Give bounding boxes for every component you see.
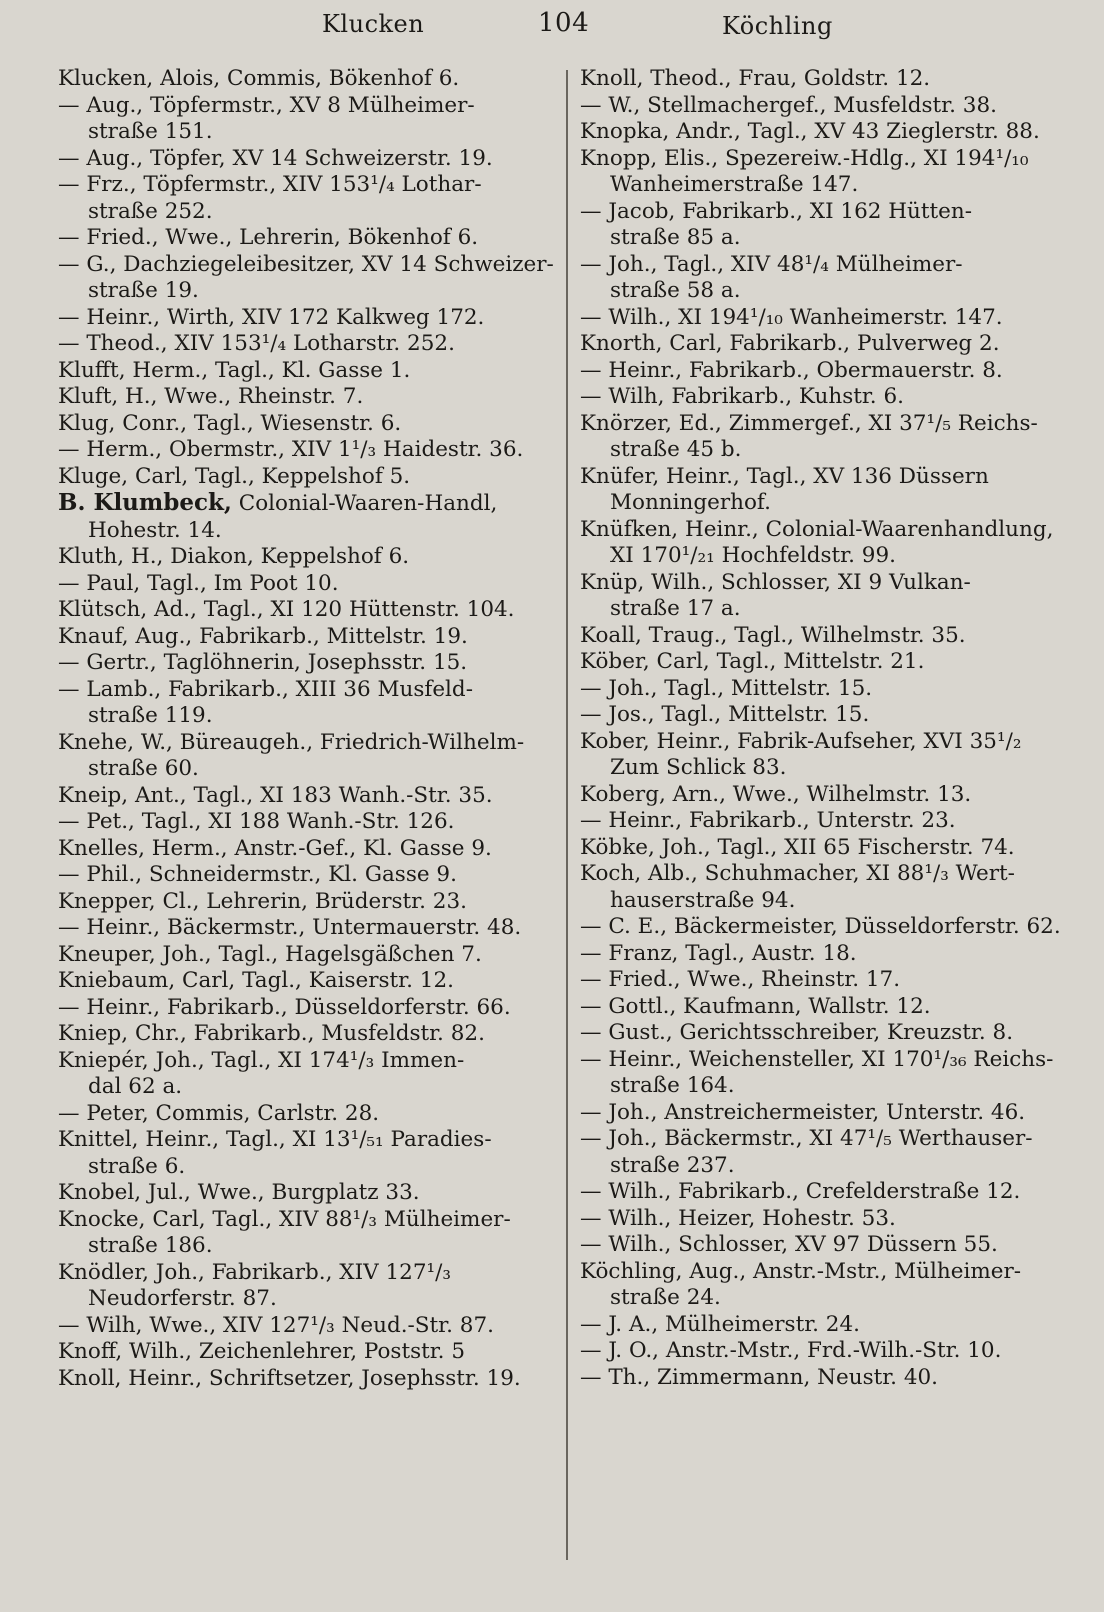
entry-line [580, 357, 1076, 385]
entry-text: Knehe, W., Büreaugeh., Friedrich-Wilhelm- [58, 729, 525, 755]
directory-entry [580, 252, 1076, 305]
entry-text: — Gertr., Taglöhnerin, Josephsstr. 15. [58, 650, 468, 675]
directory-entry [58, 225, 558, 252]
directory-entry [58, 1366, 558, 1393]
entry-line [580, 1364, 1076, 1392]
directory-entry [580, 994, 1076, 1021]
directory-entry [580, 305, 1076, 332]
entry-line [58, 357, 558, 385]
entry-text: — W., Stellmachergef., Musfeldstr. 38. [580, 92, 997, 118]
directory-entry [580, 1020, 1076, 1047]
entry-line [58, 92, 558, 120]
directory-entry [580, 623, 1076, 650]
entry-line [580, 967, 1076, 994]
entry-line [580, 702, 1076, 729]
directory-entry [58, 809, 558, 836]
entry-line [58, 463, 558, 491]
directory-entry [580, 676, 1076, 703]
entry-line [58, 1100, 558, 1128]
right-column [580, 66, 1076, 1391]
entry-line [58, 1312, 558, 1340]
directory-entry [58, 305, 558, 332]
entry-continuation: Neudorferstr. 87. [88, 1286, 277, 1311]
directory-entry [580, 570, 1076, 623]
directory-entry [580, 835, 1076, 862]
directory-entry [580, 1312, 1076, 1339]
entry-text: Knoff, Wilh., Zeichenlehrer, Poststr. 5 [58, 1339, 466, 1364]
entry-text: Knauf, Aug., Fabrikarb., Mittelstr. 19. [58, 623, 468, 649]
directory-entry [580, 1100, 1076, 1127]
entry-text: Knorth, Carl, Fabrikarb., Pulverweg 2. [580, 331, 1000, 356]
directory-entry [58, 331, 558, 358]
entry-text: Köchling, Aug., Anstr.-Mstr., Mülheimer- [580, 1258, 1021, 1284]
directory-entry [580, 66, 1076, 93]
entry-line [580, 1205, 1076, 1233]
directory-entry [580, 1047, 1076, 1100]
entry-line [58, 172, 558, 199]
directory-entry [58, 650, 558, 677]
entry-text: — Wilh., XI 194¹/₁₀ Wanheimerstr. 147. [580, 304, 1003, 330]
entry-line [580, 66, 1076, 93]
directory-entry [58, 464, 558, 491]
entry-continuation: straße 186. [88, 1233, 213, 1258]
entry-text: Kluge, Carl, Tagl., Keppelshof 5. [58, 463, 411, 489]
entry-line [580, 251, 1076, 279]
entry-continuation: straße 164. [610, 1073, 735, 1098]
entry-line [58, 1365, 558, 1393]
entry-line [580, 145, 1076, 173]
entry-text: — Joh., Anstreichermeister, Unterstr. 46. [580, 1099, 1026, 1125]
entry-line [58, 489, 558, 518]
entry-line [580, 675, 1076, 703]
entry-line [58, 145, 558, 173]
entry-text: — Paul, Tagl., Im Poot 10. [58, 570, 339, 596]
directory-entry [58, 1127, 558, 1180]
directory-entry [580, 1179, 1076, 1206]
entry-line [580, 1338, 1076, 1365]
directory-entry [58, 889, 558, 916]
entry-continuation: straße 60. [88, 756, 199, 781]
entry-continuation: straße 19. [88, 278, 199, 303]
entry-text: Köbke, Joh., Tagl., XII 65 Fischerstr. 74. [580, 834, 1015, 860]
entry-text: Kneuper, Joh., Tagl., Hagelsgäßchen 7. [58, 941, 482, 967]
page-header [0, 6, 1104, 46]
entry-text: Kneip, Ant., Tagl., XI 183 Wanh.-Str. 35. [58, 782, 493, 808]
entry-line [58, 410, 558, 438]
entry-line [580, 940, 1076, 968]
entry-continuation: straße 252. [88, 198, 213, 224]
entry-line [58, 1180, 558, 1207]
directory-entry [580, 649, 1076, 676]
directory-entry [58, 490, 558, 544]
entry-text: Kniep, Chr., Fabrikarb., Musfeldstr. 82. [58, 1021, 485, 1046]
entry-line [580, 304, 1076, 332]
entry-line [58, 729, 558, 757]
entry-continuation: hauserstraße 94. [610, 887, 796, 913]
entry-text: Knocke, Carl, Tagl., XIV 88¹/₃ Mülheimer- [58, 1206, 511, 1232]
directory-entry [580, 119, 1076, 146]
directory-entry [58, 358, 558, 385]
entry-line [580, 1311, 1076, 1339]
entry-text: — Fried., Wwe., Rheinstr. 17. [580, 967, 901, 992]
entry-continuation: straße 85 a. [610, 225, 741, 250]
directory-entry [580, 941, 1076, 968]
entry-line [58, 1206, 558, 1234]
entry-line [58, 968, 558, 995]
directory-entry [580, 384, 1076, 411]
entry-text: Knittel, Heinr., Tagl., XI 13¹/₅₁ Paradies- [58, 1127, 492, 1152]
directory-entry [58, 146, 558, 173]
entry-line [58, 809, 558, 836]
directory-entry [58, 968, 558, 995]
directory-entry [580, 464, 1076, 517]
directory-entry [580, 729, 1076, 782]
directory-entry [580, 517, 1076, 570]
entry-continuation: straße 6. [88, 1153, 186, 1179]
directory-entry [58, 172, 558, 225]
entry-text: Knopka, Andr., Tagl., XV 43 Zieglerstr. 88. [580, 119, 1040, 144]
directory-entry [580, 1338, 1076, 1365]
entry-line [58, 676, 558, 704]
entry-text: Kober, Heinr., Fabrik-Aufseher, XVI 35¹/₂ [580, 728, 1022, 754]
directory-entry [58, 1048, 558, 1101]
entry-line [580, 649, 1076, 676]
entry-text: — Heinr., Fabrikarb., Obermauerstr. 8. [580, 357, 1003, 383]
directory-entry [58, 836, 558, 863]
entry-continuation: straße 151. [88, 119, 213, 144]
entry-text: Kniepér, Joh., Tagl., XI 174¹/₃ Immen- [58, 1047, 465, 1073]
directory-entry [58, 252, 558, 305]
entry-text: Knüp, Wilh., Schlosser, XI 9 Vulkan- [580, 569, 971, 595]
entry-line [580, 728, 1076, 756]
entry-text: — Aug., Töpfer, XV 14 Schweizerstr. 19. [58, 145, 493, 171]
directory-entry [58, 411, 558, 438]
entry-line [580, 384, 1076, 411]
directory-entry [58, 66, 558, 93]
entry-text: Colonial-Waaren-Handl, [231, 491, 498, 516]
entry-text: Kluft, H., Wwe., Rheinstr. 7. [58, 384, 364, 409]
entry-line [58, 1127, 558, 1154]
directory-entry [580, 914, 1076, 941]
entry-line [580, 331, 1076, 358]
entry-text: — Wilh., Heizer, Hohestr. 53. [580, 1205, 896, 1231]
entry-text: Knobel, Jul., Wwe., Burgplatz 33. [58, 1180, 420, 1205]
entry-text: — J. A., Mülheimerstr. 24. [580, 1311, 861, 1337]
entry-text: — Theod., XIV 153¹/₄ Lotharstr. 252. [58, 331, 455, 356]
entry-text: — Pet., Tagl., XI 188 Wanh.-Str. 126. [58, 809, 455, 834]
entry-line [58, 437, 558, 464]
header-first-name: Klucken [322, 10, 425, 38]
directory-entry [58, 1339, 558, 1366]
entry-line [58, 597, 558, 624]
entry-line [58, 225, 558, 252]
entry-text: — Joh., Bäckermstr., XI 47¹/₅ Werthauser- [580, 1126, 1033, 1151]
entry-text: Kluth, H., Diakon, Keppelshof 6. [58, 544, 410, 569]
entry-continuation: straße 45 b. [610, 437, 742, 462]
entry-text: Koall, Traug., Tagl., Wilhelmstr. 35. [580, 622, 966, 648]
entry-line [580, 781, 1076, 809]
entry-line [58, 835, 558, 863]
entry-text: — Heinr., Fabrikarb., Unterstr. 23. [580, 808, 956, 833]
entry-line [580, 410, 1076, 438]
entry-line [58, 251, 558, 279]
entry-text: Koberg, Arn., Wwe., Wilhelmstr. 13. [580, 781, 972, 807]
directory-entry [580, 1259, 1076, 1312]
directory-entry [580, 808, 1076, 835]
entry-text: — G., Dachziegeleibesitzer, XV 14 Schweizer- [58, 251, 554, 277]
entry-continuation: XI 170¹/₂₁ Hochfeldstr. 99. [610, 543, 896, 568]
entry-line [580, 1020, 1076, 1047]
directory-entry [58, 597, 558, 624]
directory-entry [58, 915, 558, 942]
entry-line [580, 993, 1076, 1021]
directory-entry [58, 677, 558, 730]
entry-text: Klucken, Alois, Commis, Bökenhof 6. [58, 66, 460, 91]
directory-entry [58, 384, 558, 411]
directory-entry [580, 1365, 1076, 1392]
directory-entry [58, 1313, 558, 1340]
entry-line [58, 941, 558, 969]
directory-entry [58, 437, 558, 464]
entry-line [580, 1179, 1076, 1206]
directory-entry [58, 1101, 558, 1128]
entry-line [58, 1259, 558, 1287]
entry-text: — Heinr., Weichensteller, XI 170¹/₃₆ Reichs- [580, 1046, 1054, 1072]
entry-text: — Th., Zimmermann, Neustr. 40. [580, 1364, 939, 1390]
directory-entry [580, 702, 1076, 729]
directory-entry [58, 1021, 558, 1048]
directory-entry [58, 624, 558, 651]
entry-continuation: straße 58 a. [610, 278, 741, 303]
entry-continuation: dal 62 a. [88, 1074, 183, 1099]
entry-line [580, 622, 1076, 650]
entry-line [580, 1046, 1076, 1074]
entry-text: — Frz., Töpfermstr., XIV 153¹/₄ Lothar- [58, 172, 482, 197]
entry-text: Knödler, Joh., Fabrikarb., XIV 127¹/₃ [58, 1259, 451, 1285]
entry-continuation: Wanheimerstraße 147. [610, 172, 859, 197]
entry-text: — Wilh, Fabrikarb., Kuhstr. 6. [580, 384, 904, 409]
directory-entry [58, 730, 558, 783]
directory-entry [58, 1207, 558, 1260]
entry-text: — Peter, Commis, Carlstr. 28. [58, 1100, 380, 1126]
entry-text: Knelles, Herm., Anstr.-Gef., Kl. Gasse 9. [58, 835, 492, 861]
directory-entry [58, 1260, 558, 1313]
entry-line [580, 119, 1076, 146]
entry-text: Knoll, Theod., Frau, Goldstr. 12. [580, 66, 931, 91]
entry-text: — J. O., Anstr.-Mstr., Frd.-Wilh.-Str. 10. [580, 1338, 1002, 1363]
entry-line [58, 1339, 558, 1366]
directory-entry [580, 93, 1076, 120]
entry-line [58, 304, 558, 332]
entry-text: Koch, Alb., Schuhmacher, XI 88¹/₃ Wert- [580, 861, 1015, 886]
entry-line [58, 888, 558, 916]
entry-line [580, 914, 1076, 941]
entry-text: — Lamb., Fabrikarb., XIII 36 Musfeld- [58, 676, 473, 702]
entry-text: — Wilh, Wwe., XIV 127¹/₃ Neud.-Str. 87. [58, 1312, 494, 1338]
directory-entry [580, 1232, 1076, 1259]
entry-bold-name: B. Klumbeck, [58, 489, 232, 516]
entry-line [58, 782, 558, 810]
entry-line [580, 1258, 1076, 1286]
directory-entry [580, 411, 1076, 464]
entry-text: — Joh., Tagl., XIV 48¹/₄ Mülheimer- [580, 251, 963, 277]
entry-continuation: straße 119. [88, 703, 213, 728]
entry-text: — C. E., Bäckermeister, Düsseldorferstr. 62. [580, 914, 1061, 939]
entry-continuation: straße 24. [610, 1285, 721, 1310]
entry-continuation: Monningerhof. [610, 490, 771, 515]
directory-entry [58, 995, 558, 1022]
entry-line [58, 570, 558, 598]
directory-entry [58, 942, 558, 969]
directory-entry [580, 146, 1076, 199]
entry-line [58, 1021, 558, 1048]
directory-entry [580, 782, 1076, 809]
entry-text: — Jacob, Fabrikarb., XI 162 Hütten- [580, 198, 972, 224]
directory-entry [580, 967, 1076, 994]
directory-entry [58, 571, 558, 598]
directory-entry [580, 1206, 1076, 1233]
entry-text: — Heinr., Bäckermstr., Untermauerstr. 48. [58, 915, 522, 940]
entry-line [58, 66, 558, 93]
entry-line [58, 623, 558, 651]
entry-line [58, 544, 558, 571]
entry-line [58, 650, 558, 677]
directory-entry [580, 358, 1076, 385]
entry-line [58, 1047, 558, 1075]
directory-entry [58, 1180, 558, 1207]
entry-text: — Gust., Gerichtsschreiber, Kreuzstr. 8. [580, 1020, 1014, 1045]
entry-text: Knopp, Elis., Spezereiw.-Hdlg., XI 194¹/₁₀ [580, 145, 1029, 171]
page-number: 104 [538, 8, 590, 38]
entry-line [58, 331, 558, 358]
entry-line [580, 92, 1076, 120]
entry-text: Kniebaum, Carl, Tagl., Kaiserstr. 12. [58, 968, 454, 993]
directory-entry [58, 544, 558, 571]
entry-text: — Jos., Tagl., Mittelstr. 15. [580, 702, 870, 727]
entry-text: Knüfer, Heinr., Tagl., XV 136 Düssern [580, 463, 989, 489]
entry-text: — Heinr., Fabrikarb., Düsseldorferstr. 66. [58, 994, 511, 1020]
entry-text: — Aug., Töpfermstr., XV 8 Mülheimer- [58, 92, 475, 118]
entry-continuation: Zum Schlick 83. [610, 755, 787, 780]
column-divider [566, 70, 568, 1560]
entry-text: — Wilh., Schlosser, XV 97 Düssern 55. [580, 1232, 998, 1257]
entry-line [580, 198, 1076, 226]
entry-line [580, 1232, 1076, 1259]
directory-entry [58, 862, 558, 889]
entry-text: — Joh., Tagl., Mittelstr. 15. [580, 675, 873, 701]
entry-line [58, 915, 558, 942]
entry-text: — Gottl., Kaufmann, Wallstr. 12. [580, 993, 931, 1019]
entry-line [580, 861, 1076, 888]
entry-text: Klütsch, Ad., Tagl., XI 120 Hüttenstr. 104. [58, 597, 515, 622]
entry-text: Knüfken, Heinr., Colonial-Waarenhandlung, [580, 516, 1054, 542]
entry-continuation: Hohestr. 14. [88, 517, 222, 543]
directory-entry [58, 93, 558, 146]
entry-continuation: straße 237. [610, 1152, 735, 1178]
entry-text: Knörzer, Ed., Zimmergef., XI 37¹/₅ Reichs- [580, 410, 1038, 436]
entry-text: — Franz, Tagl., Austr. 18. [580, 940, 857, 966]
entry-text: — Wilh., Fabrikarb., Crefelderstraße 12. [580, 1179, 1021, 1204]
entry-line [580, 1099, 1076, 1127]
entry-text: — Phil., Schneidermstr., Kl. Gasse 9. [58, 862, 457, 887]
entry-line [580, 516, 1076, 544]
entry-text: — Herm., Obermstr., XIV 1¹/₃ Haidestr. 36. [58, 437, 524, 462]
header-last-name: Köchling [722, 12, 833, 40]
entry-line [580, 463, 1076, 491]
entry-line [580, 834, 1076, 862]
directory-entry [580, 1126, 1076, 1179]
entry-continuation: straße 17 a. [610, 596, 741, 621]
entry-text: Knepper, Cl., Lehrerin, Brüderstr. 23. [58, 888, 467, 914]
entry-line [58, 384, 558, 411]
directory-entry [580, 331, 1076, 358]
left-column [58, 66, 558, 1392]
entry-line [580, 569, 1076, 597]
entry-line [580, 808, 1076, 835]
entry-line [58, 994, 558, 1022]
entry-text: Klug, Conr., Tagl., Wiesenstr. 6. [58, 410, 402, 436]
entry-line [58, 862, 558, 889]
entry-text: Klufft, Herm., Tagl., Kl. Gasse 1. [58, 357, 411, 383]
entry-text: — Heinr., Wirth, XIV 172 Kalkweg 172. [58, 304, 485, 330]
directory-entry [58, 783, 558, 810]
entry-line [580, 1126, 1076, 1153]
entry-text: Köber, Carl, Tagl., Mittelstr. 21. [580, 649, 925, 674]
entry-text: Knoll, Heinr., Schriftsetzer, Josephsstr. 19. [58, 1365, 521, 1391]
directory-entry [580, 861, 1076, 914]
entry-text: — Fried., Wwe., Lehrerin, Bökenhof 6. [58, 225, 479, 250]
directory-entry [580, 199, 1076, 252]
